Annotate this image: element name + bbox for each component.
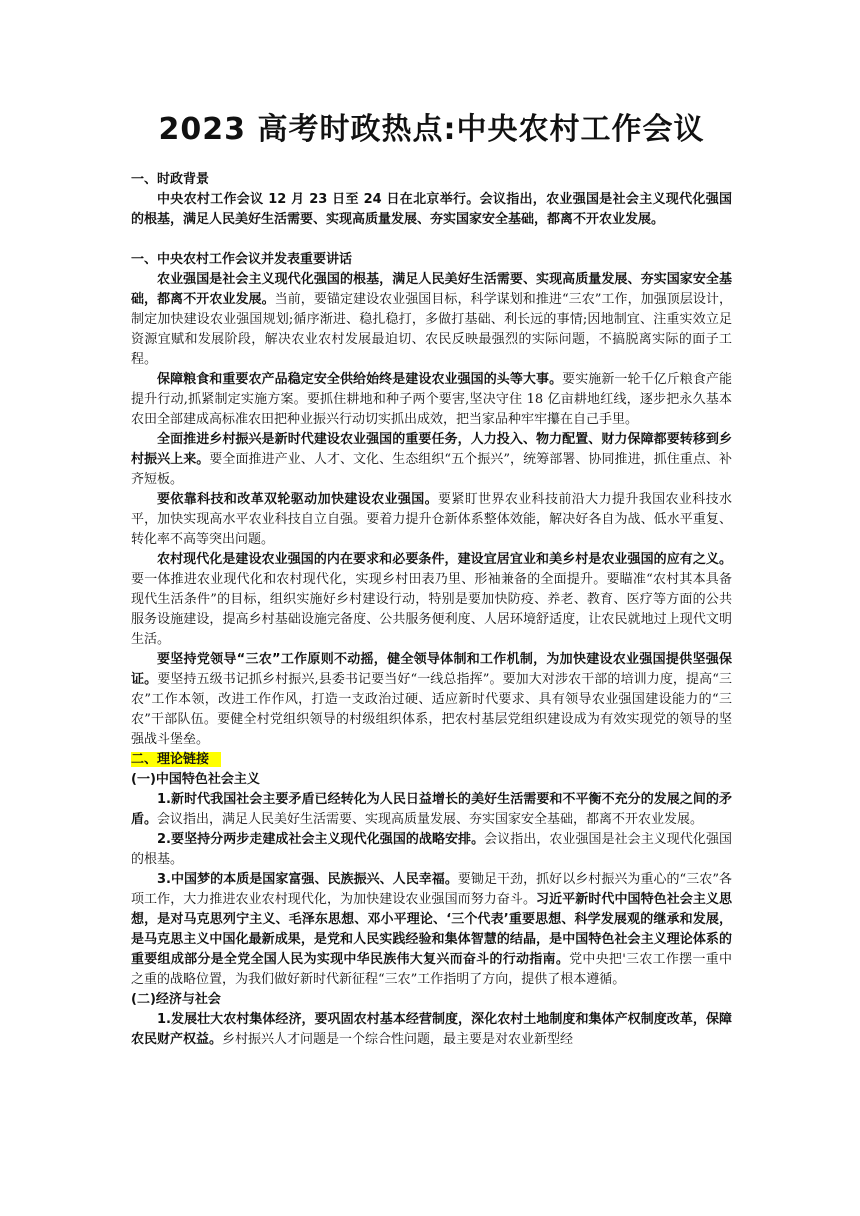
speech-paragraph xyxy=(131,650,732,750)
theory-paragraph xyxy=(131,790,732,830)
theory-paragraph xyxy=(131,1010,732,1050)
theory-point-text: 乡村振兴人才问题是一个综合性问题，最主要是对农业新型经 xyxy=(222,1032,574,1047)
speech-point-text: 要一体推进农业现代化和农村现代化，实现乡村田表乃里、形袖兼备的全面提升。要瞄准“农村其本具备现代生活条件”的目标，组织实施好乡村建设行动，特别是要加快防疫、养老、教育、医疗等方面的公共服务设施建设，提高乡村基础设施完备度、公共服务便利度、人居环境舒适度，让农民就地过上现代文明生活。 xyxy=(131,572,732,647)
theory-point-bold: 习近平新时代中国特色社会主义思想，是对马克思列宁主义、毛泽东思想、邓小平理论、‘三个代表’重要思想、科学发展观的继承和发展，是马克思主义中国化最新成果，是党和人民实践经验和集体智慧的结晶，是中国特色社会主义理论体系的重要组成部分是全党全国人民为实现中华民族伟大复兴而奋斗的行动指南。 xyxy=(131,892,732,967)
subsection-heading-economy: (二)经济与社会 xyxy=(131,992,221,1007)
theory-point-bold: 1.发展壮大农村集体经济，要巩固农村基本经营制度，深化农村土地制度和集体产权制度改革，保障农民财产权益。 xyxy=(131,1012,732,1047)
speech-paragraph xyxy=(131,490,732,550)
speech-paragraph xyxy=(131,270,732,370)
subsection-heading-socialism: (一)中国特色社会主义 xyxy=(131,772,260,787)
theory-paragraph xyxy=(131,870,732,990)
document-title: 2023 高考时政热点:中央农村工作会议 xyxy=(158,112,705,147)
speech-point-bold: 农业强国是社会主义现代化强国的根基，满足人民美好生活需要、实现高质量发展、夯实国家安全基础，都离不开农业发展。 xyxy=(131,272,732,307)
speech-paragraph xyxy=(131,430,732,490)
background-paragraph xyxy=(131,190,732,230)
background-text: 中央农村工作会议 12 月 23 日至 24 日在北京举行。会议指出，农业强国是社会主义现代化强国的根基，满足人民美好生活需要、实现高质量发展、夯实国家安全基础，都离不开农业发展。 xyxy=(131,192,732,227)
speech-point-text: 要坚持五级书记抓乡村振兴,县委书记要当好“一线总指挥”。要加大对涉农干部的培训力度，提高“三农”工作本领，改进工作作风，打造一支政治过硬、适应新时代要求、具有领导农业强国建设能力的“三农”干部队伍。要健全村党组织领导的村级组织体系，把农村基层党组织建设成为有效实现党的领导的坚强战斗堡垒。 xyxy=(131,672,732,747)
speech-point-bold: 全面推进乡村振兴是新时代建设农业强国的重要任务，人力投入、物力配置、财力保障都要转移到乡村振兴上来。 xyxy=(131,432,732,467)
highlighted-heading: 二、理论链接 xyxy=(131,752,221,767)
speech-paragraph xyxy=(131,550,732,650)
speech-point-text: 要紧盯世界农业科技前沿大力提升我国农业科技水平，加快实现高水平农业科技自立自强。要着力提升仓新体系整体效能，解决好各自为战、低水平重复、转化率不高等突出问题。 xyxy=(131,492,732,547)
theory-point-bold: 1.新时代我国社会主要矛盾已经转化为人民日益增长的美好生活需要和不平衡不充分的发展之间的矛盾。 xyxy=(131,792,732,827)
section-heading-theory xyxy=(131,750,732,770)
speech-point-bold: 要依靠科技和改革双轮驱动加快建设农业强国。 xyxy=(157,492,438,507)
theory-point-text: 要锄足干劲，抓好以乡村振兴为重心的“三农”各项工作，大力推进农业农村现代化，为加快建设农业强国而努力奋斗。 xyxy=(131,872,733,907)
speech-point-text: 要全面推进产业、人才、文化、生态组织“五个振兴”，统筹部署、协同推进，抓住重点、补齐短板。 xyxy=(131,452,732,487)
speech-point-bold: 农村现代化是建设农业强国的内在要求和必要条件，建设宜居宜业和美乡村是农业强国的应有之义。 xyxy=(157,552,732,567)
section-heading-background: 一、时政背景 xyxy=(131,172,210,187)
theory-point-text: 会议指出，满足人民美好生活需要、实现高质量发展、夯实国家安全基础，都离不开农业发展。 xyxy=(157,812,704,827)
theory-point-bold: 3.中国梦的本质是国家富强、民族振兴、人民幸福。 xyxy=(157,872,458,887)
spacer xyxy=(131,230,732,250)
speech-point-bold: 保障粮食和重要农产品稳定安全供给始终是建设农业强国的头等大事。 xyxy=(157,372,563,387)
speech-point-text: 要实施新一轮千亿斤粮食产能提升行动,抓紧制定实施方案。要抓住耕地和种子两个要害,坚决守住 18 亿亩耕地红线，逐步把永久基本农田全部建成高标准农田把种业振兴行动切实抓出成效，把当家品种牢牢攥在自己手里。 xyxy=(131,372,732,427)
speech-paragraph xyxy=(131,370,732,430)
theory-point-text: 党中央把'三农工作摆一重中之重的战略位置，为我们做好新时代新征程“三农”工作指明了方向，提供了根本遵循。 xyxy=(131,952,732,987)
speech-point-text: 当前，要锚定建设农业强国目标，科学谋划和推进“三农”工作，加强顶层设计，制定加快建设农业强国规划;循序渐进、稳扎稳打，多做打基础、利长远的事情;因地制宜、注重实效立足资源宜赋和发展阶段，解决农业农村发展最迫切、农民反映最强烈的实际问题，不搞脱离实际的面子工程。 xyxy=(131,292,732,367)
section-heading-speech: 一、中央农村工作会议并发表重要讲话 xyxy=(131,252,353,267)
theory-point-text: 会议指出，农业强国是社会主义现代化强国的根基。 xyxy=(131,832,732,867)
speech-point-bold: 要坚持党领导“三农”工作原则不动摇，健全领导体制和工作机制，为加快建设农业强国提供坚强保证。 xyxy=(131,652,732,687)
theory-paragraph xyxy=(131,830,732,870)
theory-point-bold: 2.要坚持分两步走建成社会主义现代化强国的战略安排。 xyxy=(157,832,485,847)
